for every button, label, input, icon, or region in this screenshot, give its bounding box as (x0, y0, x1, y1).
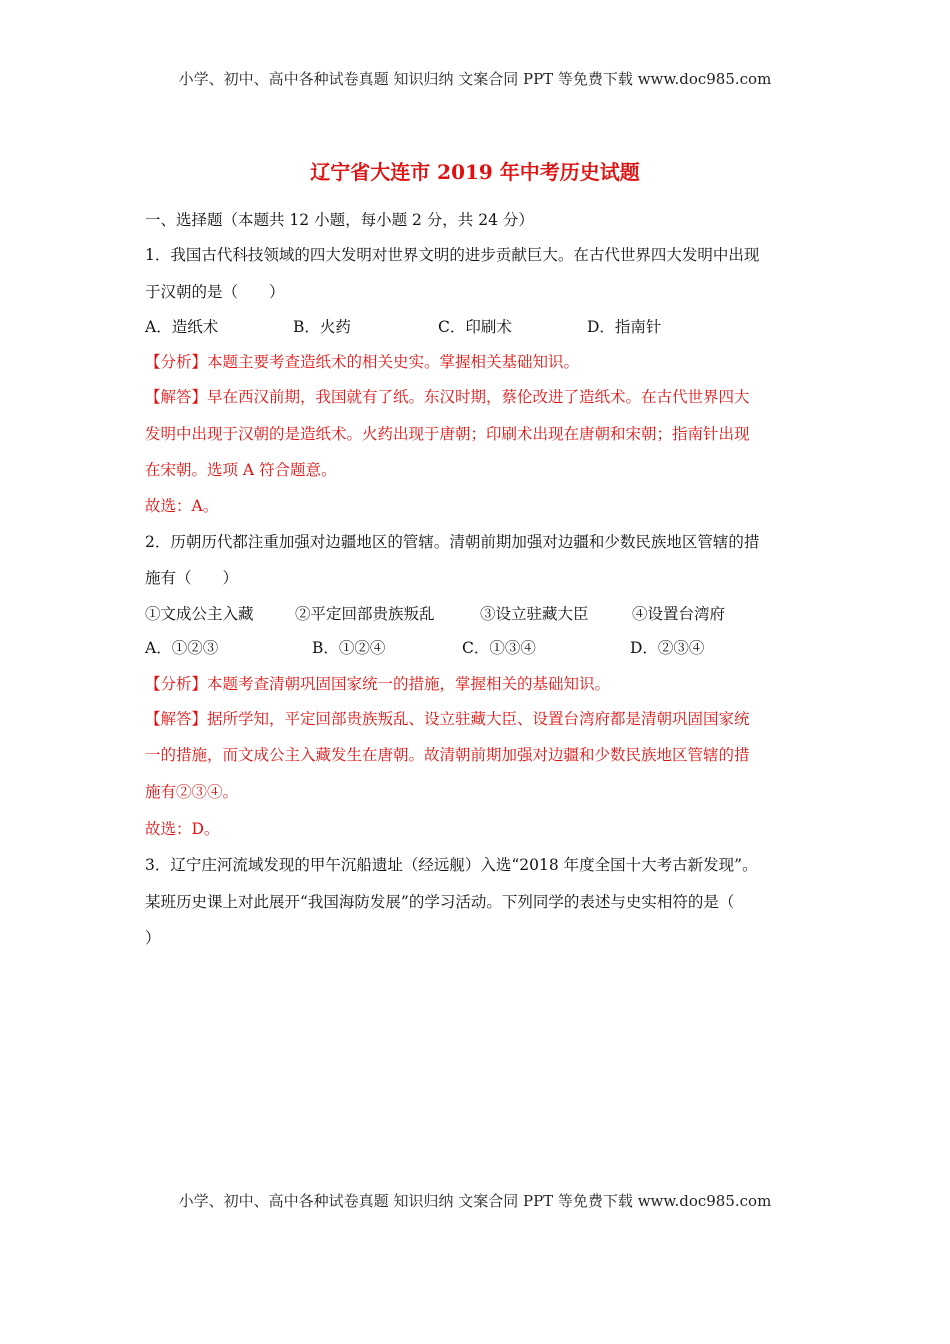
q2-item-3: ③设立驻藏大臣 (480, 605, 589, 623)
q1-answer-line-3: 在宋朝。选项 A 符合题意。 (145, 461, 337, 479)
q1-option-d: D．指南针 (587, 318, 662, 336)
q3-stem-line-3: ） (145, 929, 161, 947)
q2-item-4: ④设置台湾府 (632, 605, 726, 623)
q2-answer-line-2: 一的措施，而文成公主入藏发生在唐朝。故清朝前期加强对边疆和少数民族地区管辖的措 (145, 746, 750, 764)
q3-stem-line-1: 3．辽宁庄河流域发现的甲午沉船遗址（经远舰）入选“2018 年度全国十大考古新发现”。 (145, 856, 758, 874)
q2-item-2: ②平定回部贵族叛乱 (295, 605, 435, 623)
q2-option-a: A．①②③ (145, 639, 219, 657)
q2-option-c: C．①③④ (462, 639, 536, 657)
q2-option-d: D．②③④ (630, 639, 705, 657)
q1-choice: 故选：A。 (145, 497, 219, 515)
q2-answer-line-3: 施有②③④。 (145, 783, 239, 801)
q1-stem-line-2: 于汉朝的是（ ） (145, 283, 285, 301)
page-header: 小学、初中、高中各种试卷真题 知识归纳 文案合同 PPT 等免费下载 www.doc985.com (178, 70, 772, 88)
q3-stem-line-2: 某班历史课上对此展开“我国海防发展”的学习活动。下列同学的表述与史实相符的是（ (145, 893, 735, 911)
q2-stem-line-2: 施有（ ） (145, 569, 239, 587)
q1-analysis: 【分析】本题主要考查造纸术的相关史实。掌握相关基础知识。 (145, 353, 580, 371)
q2-analysis: 【分析】本题考查清朝巩固国家统一的措施，掌握相关的基础知识。 (145, 675, 611, 693)
section-heading: 一、选择题（本题共 12 小题，每小题 2 分，共 24 分） (145, 211, 534, 229)
q2-choice: 故选：D。 (145, 820, 220, 838)
q1-option-a: A．造纸术 (145, 318, 219, 336)
q2-item-1: ①文成公主入藏 (145, 605, 254, 623)
q1-option-b: B．火药 (293, 318, 351, 336)
q2-stem-line-1: 2．历朝历代都注重加强对边疆地区的管辖。清朝前期加强对边疆和少数民族地区管辖的措 (145, 533, 760, 551)
q2-option-b: B．①②④ (312, 639, 386, 657)
q2-answer-line-1: 【解答】据所学知，平定回部贵族叛乱、设立驻藏大臣、设置台湾府都是清朝巩固国家统 (145, 710, 750, 728)
q1-answer-line-2: 发明中出现于汉朝的是造纸术。火药出现于唐朝；印刷术出现在唐朝和宋朝；指南针出现 (145, 425, 750, 443)
page-title: 辽宁省大连市 2019 年中考历史试题 (310, 160, 640, 184)
page-footer: 小学、初中、高中各种试卷真题 知识归纳 文案合同 PPT 等免费下载 www.doc985.com (178, 1192, 772, 1210)
q1-stem-line-1: 1．我国古代科技领域的四大发明对世界文明的进步贡献巨大。在古代世界四大发明中出现 (145, 246, 760, 264)
q1-option-c: C．印刷术 (438, 318, 512, 336)
q1-answer-line-1: 【解答】早在西汉前期，我国就有了纸。东汉时期，蔡伦改进了造纸术。在古代世界四大 (145, 388, 750, 406)
